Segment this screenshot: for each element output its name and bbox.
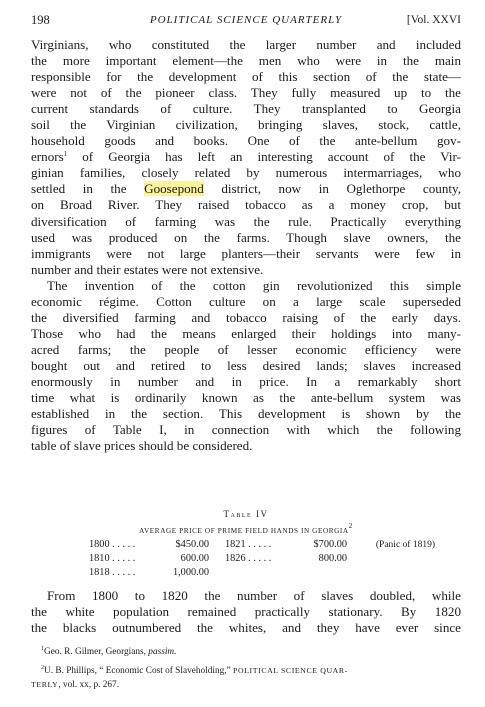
- text-line: current standards of culture. They transplanted to Georgia: [31, 101, 461, 117]
- footnote-text: U. B. Phillips, “ Economic Cost of Slaveholding,”: [44, 666, 234, 676]
- footnote-marker: 2: [41, 665, 44, 671]
- text-line: number and their estates were not extensive.: [31, 261, 264, 277]
- text-line: ginian families, closely related by numerous intermarriages, who: [31, 165, 461, 181]
- table-year: 1826 . . . . .: [225, 553, 272, 564]
- table-price: 1,000.00: [172, 567, 209, 578]
- text-line: [31, 181, 461, 197]
- text-line: the diversified farming and tobacco raising of the early days.: [31, 309, 461, 325]
- main-text: [31, 37, 461, 454]
- footnote-ref-1[interactable]: 1: [63, 150, 68, 159]
- table-price: $450.00: [175, 539, 209, 550]
- text-line: the white population remained practically stationary. By 1820: [31, 604, 461, 620]
- text-line: Those who had the means enlarged their holdings into many-: [31, 325, 461, 341]
- table-price: $700.00: [313, 539, 347, 550]
- text-line: soil the Virginian civilization, bringing slaves, stock, cattle,: [31, 117, 461, 133]
- table-title: Table IV: [223, 509, 269, 519]
- text-line: the blacks outnumbered the whites, and they have ever since: [31, 620, 461, 636]
- footnote-marker: 1: [41, 646, 44, 652]
- text-line: responsible for the development of this section of the state—: [31, 69, 461, 85]
- text-line: Virginians, who constituted the larger number and included: [31, 37, 461, 52]
- running-header: [31, 13, 461, 29]
- table-year: 1800 . . . . .: [89, 539, 136, 550]
- table-year: 1821 . . . . .: [225, 539, 272, 550]
- paragraph-3: [31, 588, 461, 636]
- text-fragment: settled in the: [31, 181, 145, 197]
- page-number: 198: [31, 13, 50, 27]
- footnote-1: [31, 646, 461, 659]
- footnote-citation: , vol. xx, p. 267.: [58, 680, 120, 690]
- table-price: 800.00: [318, 553, 347, 564]
- volume-label: [Vol. XXVI: [406, 14, 461, 26]
- text-line: acred farms; the people of lesser economic efficiency were: [31, 341, 461, 357]
- paragraph-1: [31, 37, 461, 278]
- text-line: [31, 149, 461, 165]
- footnote-journal: POLITICAL SCIENCE QUAR-: [233, 666, 348, 675]
- journal-title: POLITICAL SCIENCE QUARTERLY: [149, 14, 343, 26]
- table-year: 1818 . . . . .: [89, 567, 136, 578]
- text-line: diversification of farming was the rule. Practically everything: [31, 213, 461, 229]
- footnote-2: [31, 664, 461, 692]
- text-line: economic régime. Cotton culture on a large scale superseded: [31, 293, 461, 309]
- text-line: were not of the pioneer class. They fully measured up to the: [31, 85, 461, 101]
- text-line: on Broad River. They raised tobacco as a money crop, but: [31, 197, 461, 213]
- footnote-ref-2[interactable]: 2: [348, 522, 353, 530]
- text-line: From 1800 to 1820 the number of slaves doubled, while: [47, 588, 461, 603]
- table-caption: [31, 522, 461, 535]
- table-year: 1810 . . . . .: [89, 553, 136, 564]
- text-line: bought out and retired to less desired lands; slaves increased: [31, 357, 461, 373]
- text-line: immigrants were not large planters—their servants were few in: [31, 245, 461, 261]
- text-line: time what is ordinarily known as the ante-bellum system was: [31, 390, 461, 406]
- table-note: (Panic of 1819): [375, 540, 435, 550]
- text-line: household goods and books. One of the ante-bellum gov-: [31, 133, 461, 149]
- text-line: established in the section. This development is shown by the: [31, 406, 461, 422]
- paragraph-3-text: [31, 588, 461, 636]
- footnote-text: Geo. R. Gilmer, Georgians,: [44, 647, 149, 657]
- paragraph-2: [31, 278, 461, 455]
- text-line: table of slave prices should be considered.: [31, 438, 253, 454]
- text-fragment: district, now in Oglethorpe county,: [203, 181, 461, 197]
- text-line: used was produced on the farms. Though slave owners, the: [31, 229, 461, 245]
- text-fragment: of Georgia has left an interesting account of the Vir-: [67, 149, 461, 165]
- highlighted-word[interactable]: Goosepond: [144, 181, 204, 197]
- footnote-journal-cont: TERLY: [31, 680, 59, 689]
- text-line: the more important element—the men who were in the main: [31, 53, 461, 69]
- table-price: 600.00: [180, 553, 209, 564]
- table-caption-text: AVERAGE PRICE OF PRIME FIELD HANDS IN GEORGIA: [139, 527, 349, 535]
- text-line: figures of Table I, in connection with which the following: [31, 422, 461, 438]
- text-line: The invention of the cotton gin revolutionized this simple: [47, 277, 461, 293]
- text-fragment: ernors: [31, 149, 64, 165]
- footnote-italic: passim.: [148, 647, 177, 657]
- text-line: enormously in number and in price. In a remarkably short: [31, 373, 461, 389]
